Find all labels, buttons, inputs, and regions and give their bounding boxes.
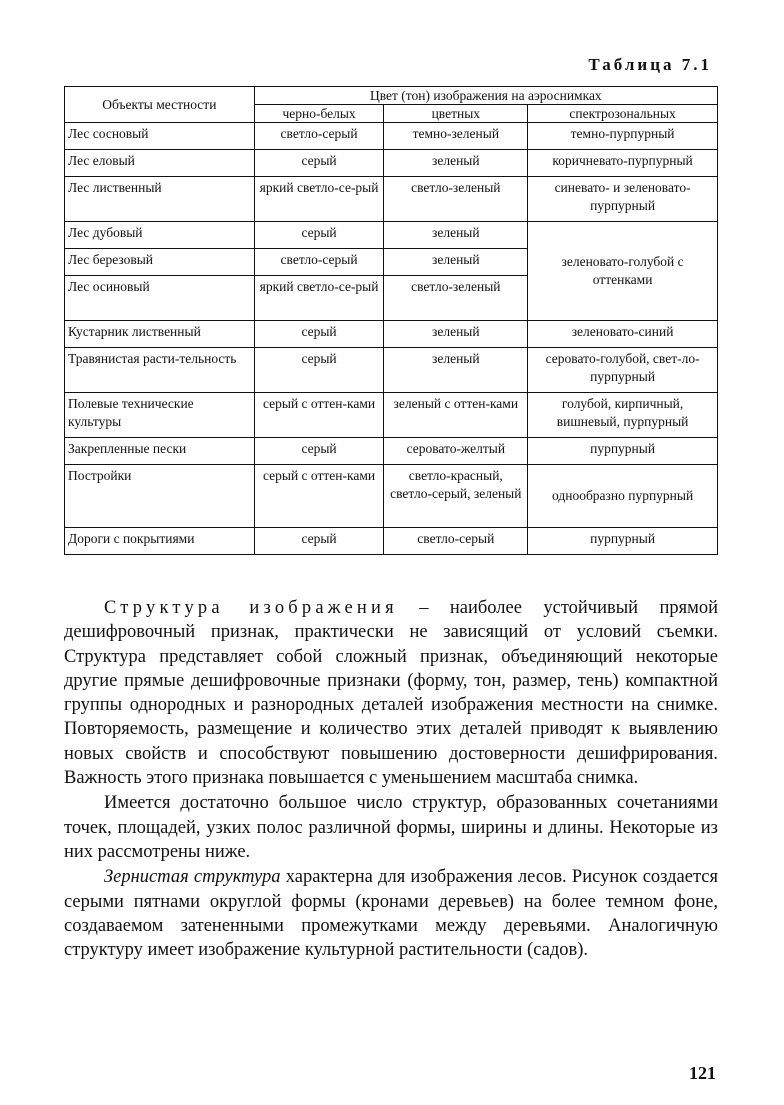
paragraph-structures-count: [64, 791, 718, 864]
cell-color: зеленый: [384, 222, 528, 249]
cell-color: светло-красный, светло-серый, зеленый: [384, 465, 528, 528]
paragraph-structure: [64, 596, 718, 790]
table-row: [65, 348, 718, 393]
table-row: [65, 123, 718, 150]
table-row: [65, 438, 718, 465]
cell-bw: яркий светло-се-рый: [254, 177, 384, 222]
cell-color: зеленый: [384, 150, 528, 177]
table-row: [65, 150, 718, 177]
cell-color: темно-зеленый: [384, 123, 528, 150]
table-row: [65, 393, 718, 438]
table-row: [65, 222, 718, 249]
paragraph-text: характерна для изображения лесов. Рисунок создается серыми пятнами округлой формы (кронами деревьев) на более темном фоне, создаваемом затененными промежутками между деревьями. Аналогичную структуру имеет изображение культурной растительности (садов).: [64, 867, 718, 961]
cell-spectral: зеленовато-синий: [528, 321, 718, 348]
cell-object: Кустарник лиственный: [65, 321, 255, 348]
header-objects: Объекты местности: [65, 87, 255, 123]
cell-color: зеленый с оттен-ками: [384, 393, 528, 438]
cell-bw: серый с оттен-ками: [254, 465, 384, 528]
cell-bw: серый: [254, 321, 384, 348]
cell-spectral: однообразно пурпурный: [528, 465, 718, 528]
cell-object: Лес дубовый: [65, 222, 255, 249]
cell-bw: серый: [254, 528, 384, 555]
cell-object: Лес сосновый: [65, 123, 255, 150]
term-structure: Структура изображения: [104, 598, 398, 618]
table-caption: Таблица 7.1: [588, 55, 712, 74]
cell-color: светло-серый: [384, 528, 528, 555]
cell-spectral: голубой, кирпичный, вишневый, пурпурный: [528, 393, 718, 438]
cell-bw: серый: [254, 222, 384, 249]
table-row: [65, 528, 718, 555]
cell-color: светло-зеленый: [384, 177, 528, 222]
cell-object: Постройки: [65, 465, 255, 528]
paragraph-text: – наиболее устойчивый прямой дешифровочный признак, практически не зависящий от условий съемки. Структура представляет собой сложный признак, объединяющий некоторые другие прямые дешифровочные признаки (форму, тон, размер, тень) компактной группы однородных и разнородных деталей изображения местности на снимке. Повторяемость, размещение и количество этих деталей приводят к выявлению новых свойств и способствуют повышению достоверности дешифрирования. Важность этого признака повышается с уменьшением масштаба снимка.: [64, 598, 718, 789]
cell-object: Лес лиственный: [65, 177, 255, 222]
cell-object: Лес осиновый: [65, 276, 255, 321]
header-color-group: Цвет (тон) изображения на аэроснимках: [254, 87, 717, 105]
cell-object: Закрепленные пески: [65, 438, 255, 465]
cell-bw: светло-серый: [254, 249, 384, 276]
cell-bw: серый: [254, 150, 384, 177]
aerial-photo-color-table: [64, 86, 718, 555]
cell-spectral: пурпурный: [528, 438, 718, 465]
table-row: [65, 321, 718, 348]
page-number: 121: [689, 1063, 716, 1083]
header-bw: черно-белых: [254, 105, 384, 123]
cell-color: серовато-желтый: [384, 438, 528, 465]
table-row: [65, 177, 718, 222]
cell-spectral-merged: зеленовато-голубой с оттенками: [528, 222, 718, 321]
body-text: [64, 596, 718, 962]
cell-spectral: коричневато-пурпурный: [528, 150, 718, 177]
cell-color: зеленый: [384, 249, 528, 276]
cell-color: светло-зеленый: [384, 276, 528, 321]
table-row: [65, 465, 718, 528]
cell-object: Лес березовый: [65, 249, 255, 276]
cell-color: зеленый: [384, 321, 528, 348]
cell-spectral: синевато- и зеленовато-пурпурный: [528, 177, 718, 222]
cell-spectral: сероватo-голубой, свет-ло-пурпурный: [528, 348, 718, 393]
cell-bw: светло-серый: [254, 123, 384, 150]
cell-bw: серый: [254, 348, 384, 393]
cell-object: Травянистая расти-тельность: [65, 348, 255, 393]
term-grainy: Зернистая структура: [104, 867, 281, 888]
cell-object: Полевые технические культуры: [65, 393, 255, 438]
cell-object: Дороги с покрытиями: [65, 528, 255, 555]
cell-spectral: пурпурный: [528, 528, 718, 555]
paragraph-grainy: [64, 865, 718, 962]
cell-color: зеленый: [384, 348, 528, 393]
cell-object: Лес еловый: [65, 150, 255, 177]
header-color: цветных: [384, 105, 528, 123]
cell-bw: серый: [254, 438, 384, 465]
paragraph-text: Имеется достаточно большое число структур, образованных сочетаниями точек, площадей, узких полос различной формы, ширины и длины. Некоторые из них рассмотрены ниже.: [64, 793, 718, 862]
cell-bw: серый с оттен-ками: [254, 393, 384, 438]
header-spectral: спектрозональных: [528, 105, 718, 123]
cell-spectral: темно-пурпурный: [528, 123, 718, 150]
cell-bw: яркий светло-се-рый: [254, 276, 384, 321]
